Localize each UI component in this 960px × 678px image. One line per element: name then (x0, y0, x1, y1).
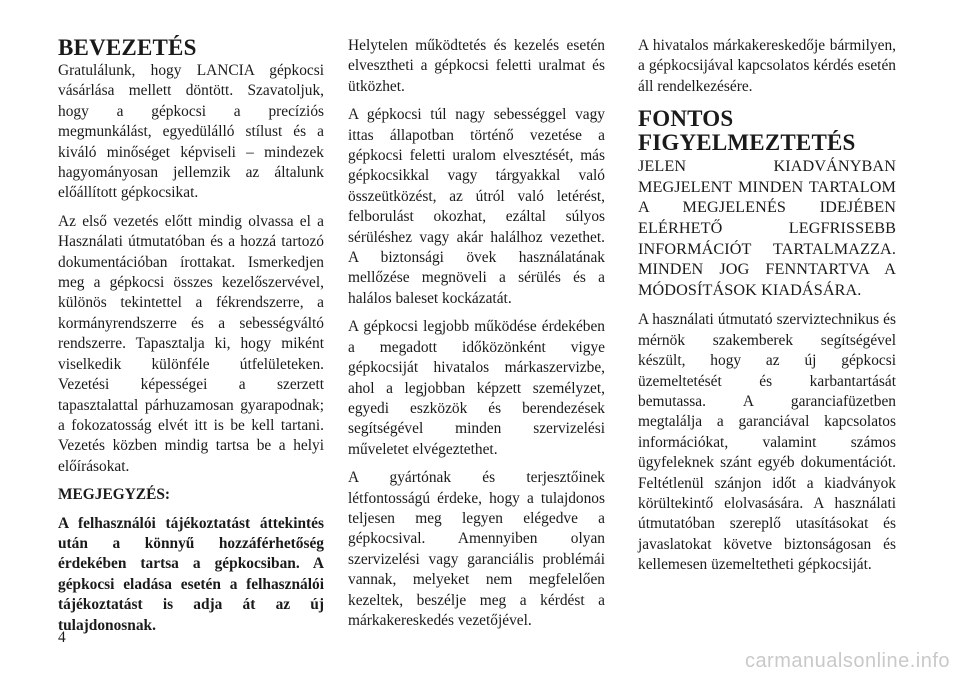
paragraph-intro: Gratulálunk, hogy LANCIA gépkocsi vásárlása mellett döntött. Szavatoljuk, hogy a gépkocsi a precíziós megmunkálást, egyedülálló stílust és a kiváló minőséget képviseli – mindezek hagyományosan jellemzik az általunk előállított gépkocsikat. (58, 62, 324, 202)
section-title-fontos: FONTOS FIGYELMEZTETÉS (638, 106, 856, 156)
paragraph-satisfaction: A gyártónak és terjesztőinek létfontosságú érdeke, hogy a tulajdonos teljesen meg legyen elégedve a gépkocsival. Amennyiben olyan szervizelési vagy garanciális problémái vannak, melyeket nem megfelelően kezeltek, beszélje meg a kérdést a márkakereskedés vezetőjével. (348, 469, 605, 629)
paragraph-service: A gépkocsi legjobb működése érdekében a megadott időközönként vigye gépkocsiját hivatalos márkaszervizbe, ahol a legjobban képzett személyzet, egyedi eszközök és berendezések segítségével minden szervizelési műveletet elvégeztethet. (348, 318, 605, 458)
note-body: A felhasználói tájékoztatást áttekintés után a könnyű hozzáférhetőség érdekében tartsa a gépkocsiban. A gépkocsi eladása esetén a felhasználói tájékoztatást is adja át az új tulajdonosnak. (58, 514, 324, 634)
section-title-bevezetes: BEVEZETÉS (58, 35, 197, 60)
important-notice-caps: JELEN KIADVÁNYBAN MEGJELENT MINDEN TARTALOM A MEGJELENÉS IDEJÉBEN ELÉRHETŐ LEGFRISSEBB INFORMÁCIÓT TARTALMAZZA. MINDEN JOG FENNTARTVA A MÓDOSÍTÁSOK KIADÁSÁRA. (638, 157, 896, 299)
paragraph-improper-operation: Helytelen működtetés és kezelés esetén elvesztheti a gépkocsi feletti uralmat és ütközhet. (348, 37, 605, 95)
column-right (638, 36, 896, 584)
paragraph-dealer: A hivatalos márkakereskedője bármilyen, a gépkocsijával kapcsolatos kérdés esetén áll rendelkezésére. (638, 37, 896, 95)
paragraph-manual-info: A használati útmutató szerviztechnikus és mérnök szakemberek segítségével készült, hogy az új gépkocsi üzemeltetését és karbantartását bemutassa. A garanciafüzetben megtalálja a garanciával kapcsolatos információkat, valamint számos ügyfeleknek szánt egyéb dokumentációt. Feltétlenül szánjon időt a kiadványok körültekintő elolvasására. A használati útmutatóban szereplő utasításokat és javaslatokat követve biztonságosan és kellemesen üzemeltetheti gépkocsiját. (638, 311, 896, 574)
note-title: MEGJEGYZÉS: (58, 486, 171, 504)
watermark-text: carmanualsonline.info (744, 650, 950, 672)
page-number: 4 (58, 629, 66, 646)
paragraph-speed-warning: A gépkocsi túl nagy sebességgel vagy ittas állapotban történő vezetése a gépkocsi feletti uralom elvesztését, más gépkocsikkal vagy tárgyakkal való összeütközést, az útról való letérést, felborulást okozhat, ezáltal súlyos sérüléshez vagy akár halálhoz vezethet. A biztonsági övek használatának mellőzése megnöveli a sérülés és a halálos baleset kockázatát. (348, 106, 605, 307)
paragraph-first-drive: Az első vezetés előtt mindig olvassa el a Használati útmutatóban és a hozzá tartozó dokumentációban írottakat. Ismerkedjen meg a gépkocsi összes kezelőszervével, különös tekintettel a fékrendszerre, a kormányrendszerre és a sebességváltó rendszerre. Tapasztalja ki, hogy miként viselkedik különféle útfelületeken. Vezetési képességei a szerzett tapasztalattal párhuzamosan gyarapodnak; a fokozatosság elvét itt is be kell tartani. Vezetés közben mindig tartsa be a helyi előírásokat. (58, 212, 324, 475)
column-left (58, 36, 324, 644)
column-middle (348, 36, 605, 639)
